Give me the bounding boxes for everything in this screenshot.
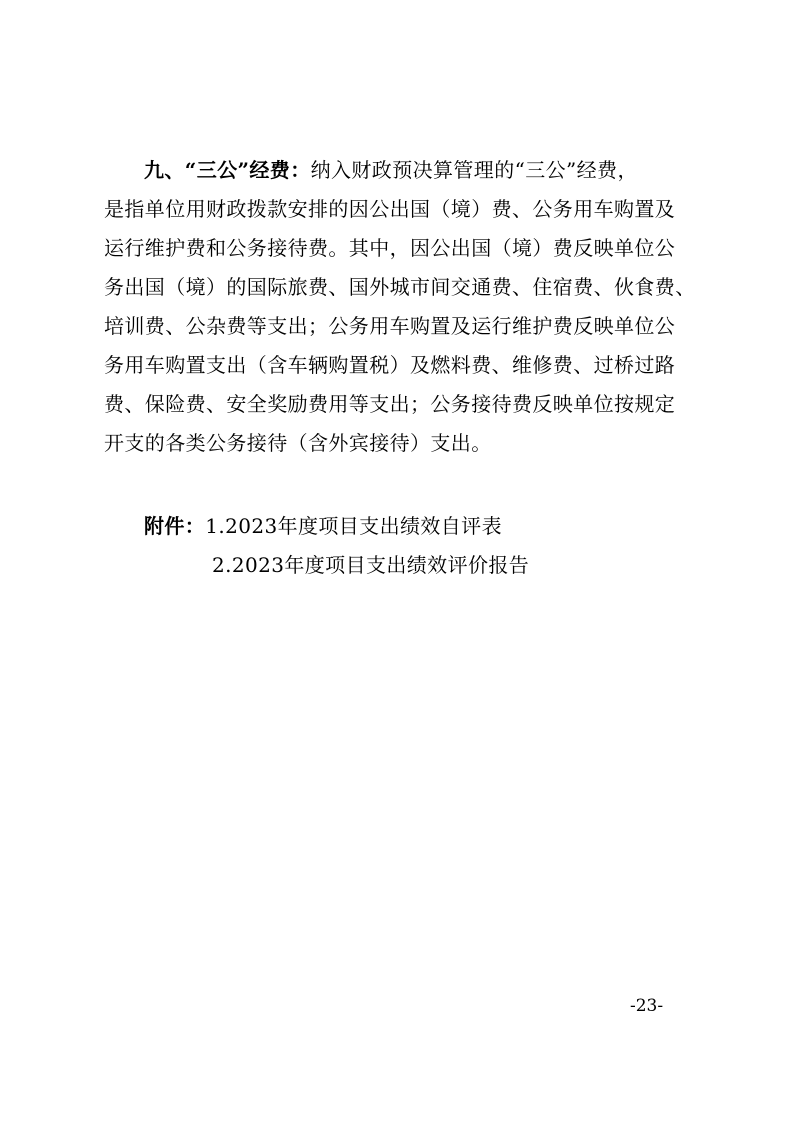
section-line-2: 是指单位用财政拨款安排的因公出国（境）费、公务用车购置及 [104, 197, 676, 221]
section-line-3: 运行维护费和公务接待费。其中，因公出国（境）费反映单位公 [104, 236, 676, 260]
section-line-1: 纳入财政预决算管理的“三公”经费， [310, 158, 638, 182]
section-heading: 九、“三公”经费： [144, 158, 311, 182]
page-number: -23- [630, 996, 664, 1016]
section-line-7: 费、保险费、安全奖励费用等支出；公务接待费反映单位按规定 [104, 392, 676, 416]
section-line-8: 开支的各类公务接待（含外宾接待）支出。 [104, 431, 492, 455]
attachment-item-1: 1.2023年度项目支出绩效自评表 [205, 514, 502, 538]
section-line-6: 务用车购置支出（含车辆购置税）及燃料费、维修费、过桥过路 [104, 353, 676, 377]
section-line-5: 培训费、公杂费等支出；公务用车购置及运行维护费反映单位公 [104, 314, 676, 338]
attachment-line-1 [144, 514, 764, 538]
section-line-4: 务出国（境）的国际旅费、国外城市间交通费、住宿费、伙食费、 [104, 275, 696, 299]
attachments-label: 附件： [144, 514, 206, 538]
section-first-line [144, 158, 764, 182]
attachment-item-2: 2.2023年度项目支出绩效评价报告 [212, 553, 530, 577]
